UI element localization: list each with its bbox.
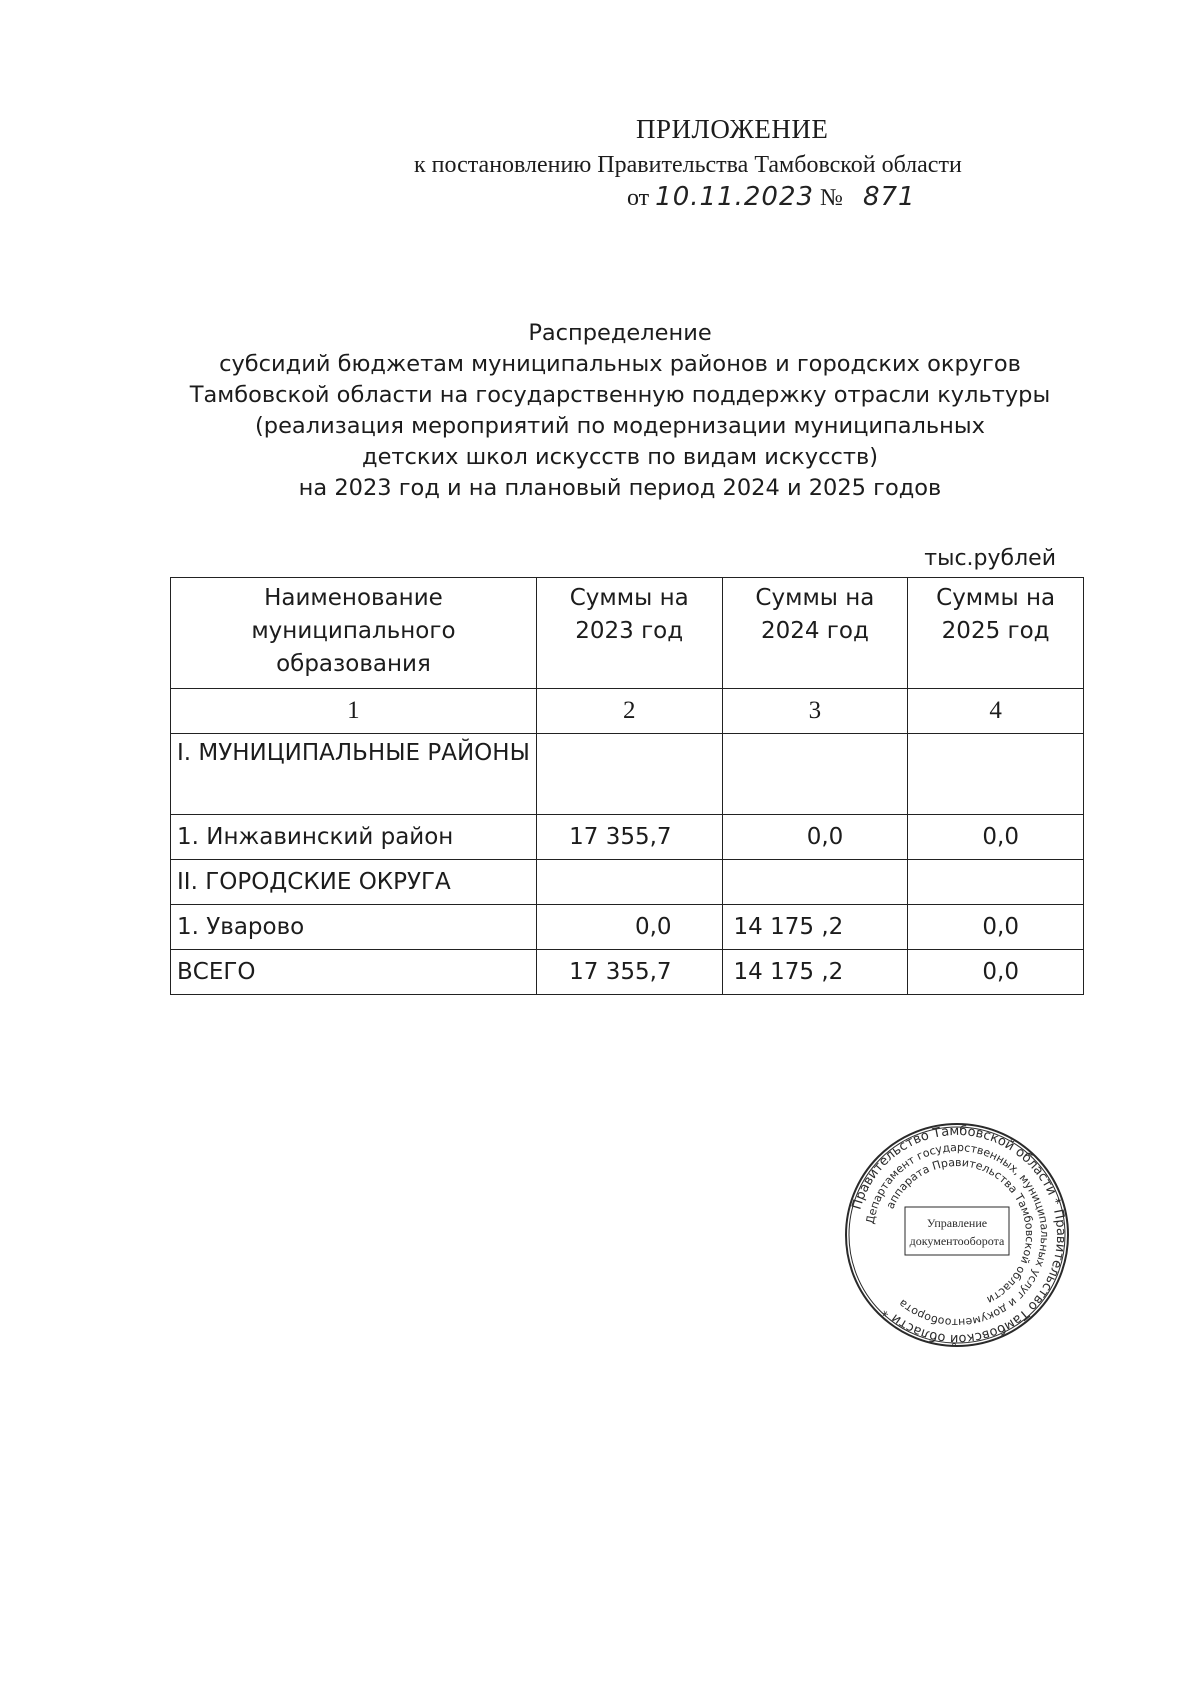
value-2025: 0,0 bbox=[908, 905, 1084, 950]
stamp-center-line: Управление bbox=[926, 1216, 988, 1230]
column-number: 1 bbox=[171, 689, 537, 734]
value-2025: 0,0 bbox=[908, 950, 1084, 995]
column-number-row bbox=[171, 689, 1084, 734]
value-2023: 17 355,7 bbox=[536, 950, 722, 995]
title-line: детских школ искусств по видам искусств) bbox=[362, 444, 878, 470]
value-2023 bbox=[536, 860, 722, 905]
column-number: 3 bbox=[722, 689, 908, 734]
row-name: ВСЕГО bbox=[171, 950, 537, 995]
value-2024: 14 175 ,2 bbox=[722, 905, 908, 950]
value-2025: 0,0 bbox=[908, 815, 1084, 860]
table-row bbox=[171, 815, 1084, 860]
column-header: Суммы на 2024 год bbox=[722, 578, 908, 689]
value-2024: 0,0 bbox=[722, 815, 908, 860]
row-name: 1. Инжавинский район bbox=[171, 815, 537, 860]
value-2024 bbox=[722, 734, 908, 815]
table-header-row bbox=[171, 578, 1084, 689]
value-2025 bbox=[908, 734, 1084, 815]
stamp-inner-text: аппарата Правительства Тамбовской области bbox=[883, 1155, 1037, 1307]
number-prefix: № bbox=[820, 185, 843, 211]
handwritten-date: 10.11.2023 bbox=[655, 182, 815, 212]
row-name: I. МУНИЦИПАЛЬНЫЕ РАЙОНЫ bbox=[171, 734, 537, 815]
column-header: Суммы на 2023 год bbox=[536, 578, 722, 689]
appendix-title: ПРИЛОЖЕНИЕ bbox=[636, 114, 829, 144]
column-header: Наименование муниципального образования bbox=[171, 578, 537, 689]
distribution-table bbox=[170, 577, 1084, 995]
handwritten-number: 871 bbox=[862, 182, 916, 212]
value-2023 bbox=[536, 734, 722, 815]
title-line: на 2023 год и на плановый период 2024 и 2025 годов bbox=[298, 475, 942, 501]
stamp-outer-text: Правительство Тамбовской области * Правительство Тамбовской области * bbox=[849, 1123, 1069, 1347]
table-row bbox=[171, 905, 1084, 950]
title-line: Тамбовской области на государственную поддержку отрасли культуры bbox=[189, 382, 1051, 408]
value-2023: 0,0 bbox=[536, 905, 722, 950]
appendix-subtitle: к постановлению Правительства Тамбовской области bbox=[414, 152, 962, 178]
svg-text:аппарата Правительства Тамбовс bbox=[884, 1156, 1036, 1307]
column-number: 2 bbox=[536, 689, 722, 734]
table-row bbox=[171, 950, 1084, 995]
unit-label: тыс.рублей bbox=[924, 546, 1056, 571]
value-2023: 17 355,7 bbox=[536, 815, 722, 860]
title-line: субсидий бюджетам муниципальных районов и городских округов bbox=[219, 351, 1021, 377]
column-header: Суммы на 2025 год bbox=[908, 578, 1084, 689]
title-line: (реализация мероприятий по модернизации муниципальных bbox=[255, 413, 985, 439]
value-2025 bbox=[908, 860, 1084, 905]
table-row bbox=[171, 860, 1084, 905]
row-name: 1. Уварово bbox=[171, 905, 537, 950]
value-2024 bbox=[722, 860, 908, 905]
stamp-middle-text: Департамент государственных, муниципальных услуг и документооборота bbox=[863, 1140, 1052, 1330]
row-name: II. ГОРОДСКИЕ ОКРУГА bbox=[171, 860, 537, 905]
appendix-date-line bbox=[627, 182, 916, 212]
document-title bbox=[120, 318, 1120, 504]
column-number: 4 bbox=[908, 689, 1084, 734]
official-stamp bbox=[842, 1120, 1072, 1350]
stamp-center-line: документооборота bbox=[909, 1234, 1005, 1248]
table-row bbox=[171, 734, 1084, 815]
value-2024: 14 175 ,2 bbox=[722, 950, 908, 995]
title-line: Распределение bbox=[528, 320, 712, 346]
date-prefix: от bbox=[627, 185, 650, 211]
